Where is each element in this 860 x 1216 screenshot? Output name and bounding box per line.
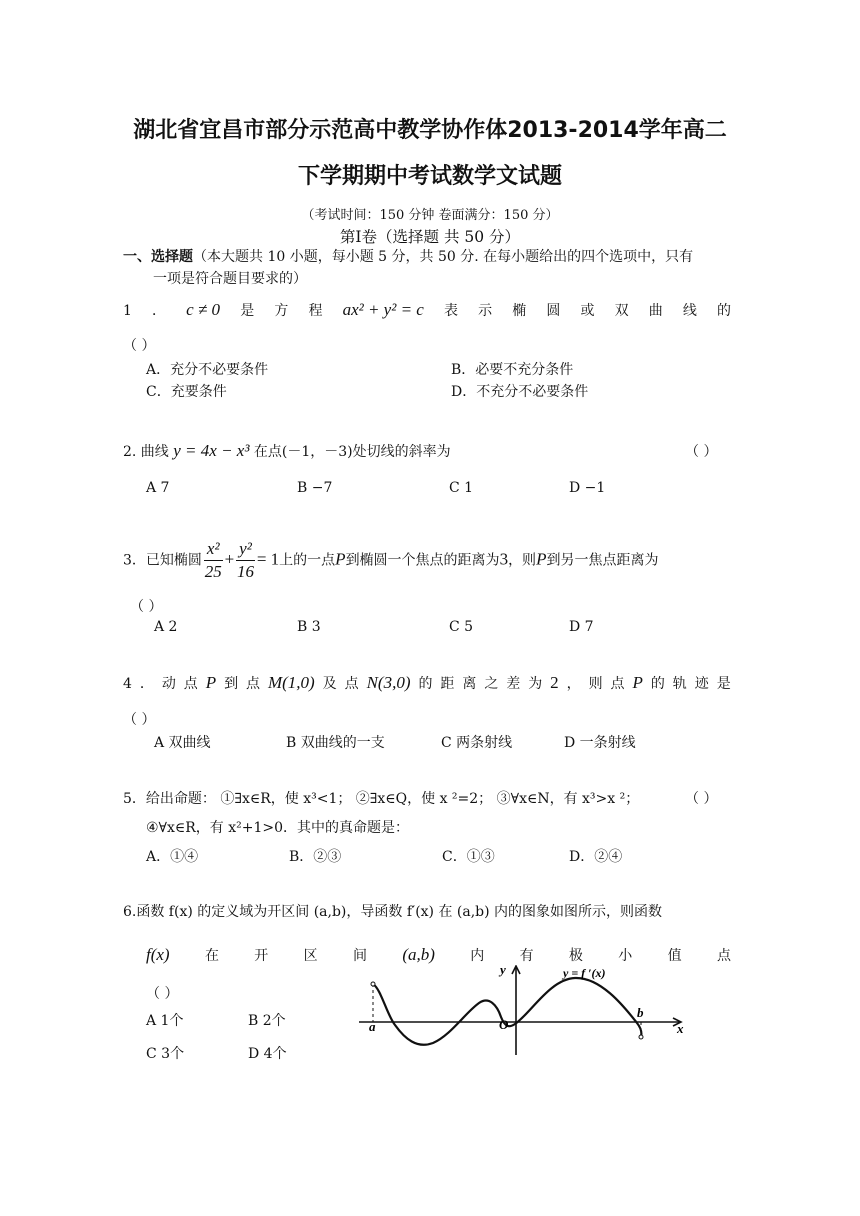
question-6-line-2: f(x) 在 开 区 间 (a,b) 内 有 极 小 值 点 (146, 945, 731, 964)
q6-option-c: C 3个 (146, 1046, 185, 1062)
figure-x-label: x (677, 1021, 684, 1036)
q4-option-b: B 双曲线的一支 (286, 735, 385, 751)
q5-option-a: A．①④ (146, 849, 199, 865)
q4-option-c: C 两条射线 (441, 735, 513, 751)
figure-a-label: a (369, 1019, 376, 1034)
q4-answer-paren: （ ） (123, 712, 156, 728)
q6-option-d: D 4个 (248, 1046, 287, 1062)
q2-option-c: C 1 (449, 480, 474, 496)
question-1-stem: 1 ． c ≠ 0 是 方 程 ax² + y² = c 表 示 椭 圆 或 双 曲 线 的 (123, 300, 731, 319)
exam-info: （考试时间：150 分钟 卷面满分：150 分） (301, 208, 559, 223)
q3-option-a: A 2 (154, 619, 178, 635)
q3-fraction-1: $\frac{\text{x²}}{25}$ (204, 539, 222, 581)
q3-option-b: B 3 (297, 619, 321, 635)
question-2-stem: 2. 曲线 y = 4x − x³ 在点(－1，－3)处切线的斜率为 (123, 441, 451, 460)
section-head: 一、选择题 (123, 249, 193, 265)
a-endpoint-marker (371, 982, 375, 986)
figure-y-label: y (500, 965, 506, 977)
q3-answer-paren: （ ） (130, 599, 163, 615)
q2-formula: y = 4x − x³ (173, 441, 250, 460)
question-5-line-2: ④∀x∈R，有 x²+1>0．其中的真命题是： (146, 820, 410, 836)
q3-option-c: C 5 (449, 619, 474, 635)
q5-option-d: D．②④ (569, 849, 623, 865)
question-5-line-1: 5．给出命题： ①∃x∈R，使 x³<1； ②∃x∈Q，使 x ²=2； ③∀x∈N，有 x³>x ²； (123, 791, 640, 807)
q2-option-a: A 7 (146, 480, 170, 496)
question-6-line-1: 6.函数 f(x) 的定义域为开区间 (a,b)，导函数 f′(x) 在 (a,b) 内的图象如图所示，则函数 (123, 904, 663, 920)
section-header (123, 246, 693, 266)
derivative-graph-figure (355, 965, 695, 1060)
document-title-line1: 湖北省宜昌市部分示范高中教学协作体2013-2014学年高二 (133, 118, 727, 143)
q4-point-m: M(1,0) (267, 673, 315, 692)
q3-fraction-2: $\frac{\text{y²}}{16}$ (237, 539, 254, 581)
q6-option-b: B 2个 (248, 1013, 286, 1029)
part-title: 第Ⅰ卷（选择题 共 50 分） (339, 228, 521, 246)
q6-answer-paren: （ ） (146, 986, 179, 1002)
q3-option-d: D 7 (569, 619, 594, 635)
q4-option-d: D 一条射线 (564, 735, 636, 751)
q1-option-b: B．必要不充分条件 (451, 362, 574, 378)
q1-option-d: D．不充分不必要条件 (451, 384, 589, 400)
q4-option-a: A 双曲线 (154, 735, 211, 751)
q2-answer-paren: （ ） (685, 444, 718, 460)
q5-option-b: B．②③ (289, 849, 342, 865)
q6-option-a: A 1个 (146, 1013, 184, 1029)
q4-point-n: N(3,0) (366, 673, 411, 692)
q1-option-a: A．充分不必要条件 (146, 362, 269, 378)
document-title-line2: 下学期期中考试数学文试题 (297, 164, 562, 189)
question-3-stem: 3．已知椭圆 $\frac{\text{x²}}{25}$ + $\frac{\text{y²}}{16}$ = 1上的一点P到椭圆一个焦点的距离为3，则P到另一焦点距离为 (123, 539, 659, 581)
figure-origin-label: O (499, 1017, 509, 1032)
derivative-curve (373, 978, 641, 1045)
figure-curve-label: y = f ′(x) (563, 966, 606, 980)
q2-option-b: B −7 (297, 480, 333, 496)
q1-condition: c ≠ 0 (186, 300, 221, 319)
figure-b-label: b (637, 1005, 644, 1020)
q2-option-d: D −1 (569, 480, 606, 496)
question-4-stem: 4 ． 动 点 P 到 点 M(1,0) 及 点 N(3,0) 的 距 离 之 差 为 2 ， 则 点 P 的 轨 迹 是 (123, 673, 731, 692)
q1-answer-paren: （ ） (123, 338, 156, 354)
q5-option-c: C．①③ (442, 849, 495, 865)
q1-equation: ax² + y² = c (342, 300, 424, 319)
section-desc-1: （本大题共 10 小题，每小题 5 分，共 50 分. 在每小题给出的四个选项中，只有 (193, 249, 694, 265)
q1-option-c: C．充要条件 (146, 384, 227, 400)
q5-answer-paren: （ ） (685, 791, 718, 807)
b-endpoint-marker (639, 1035, 643, 1039)
section-desc-2: 一项是符合题目要求的） (153, 271, 307, 287)
